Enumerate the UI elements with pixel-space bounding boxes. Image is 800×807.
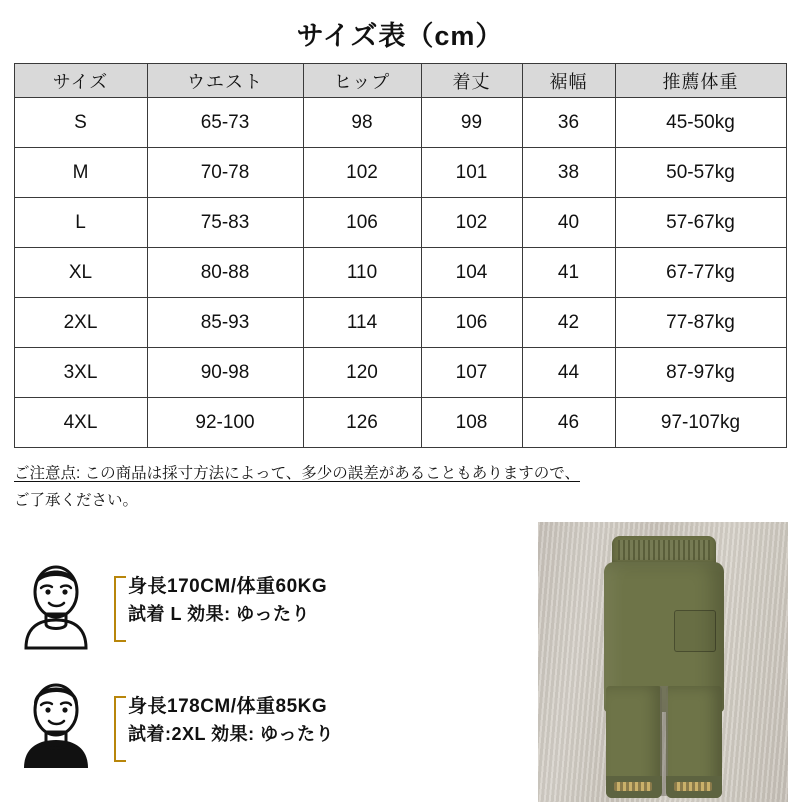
brace-decoration bbox=[114, 576, 126, 642]
cell-size: S bbox=[14, 98, 147, 148]
cargo-pants-illustration bbox=[588, 536, 738, 798]
cell-waist: 75-83 bbox=[147, 198, 303, 248]
cell-hem-width: 44 bbox=[522, 348, 615, 398]
cell-waist: 80-88 bbox=[147, 248, 303, 298]
column-header-recommended-weight: 推薦体重 bbox=[615, 64, 786, 98]
disclaimer-note bbox=[14, 460, 786, 514]
list-item bbox=[8, 660, 528, 780]
cell-size: XL bbox=[14, 248, 147, 298]
model-fit: 試着 L 効果: ゆったり bbox=[128, 604, 310, 625]
cell-size: M bbox=[14, 148, 147, 198]
cell-length: 108 bbox=[421, 398, 522, 448]
cell-recommended-weight: 45-50kg bbox=[615, 98, 786, 148]
male-avatar-light-hair-icon bbox=[8, 548, 104, 652]
disclaimer-line-2: ご了承ください。 bbox=[14, 492, 139, 510]
cell-recommended-weight: 97-107kg bbox=[615, 398, 786, 448]
cell-waist: 92-100 bbox=[147, 398, 303, 448]
brace-decoration bbox=[114, 696, 126, 762]
model-info bbox=[114, 572, 327, 629]
table-header-row bbox=[14, 64, 786, 98]
pants-cargo-pocket bbox=[674, 610, 716, 652]
table-row bbox=[14, 198, 786, 248]
cell-hem-width: 46 bbox=[522, 398, 615, 448]
column-header-hem-width: 裾幅 bbox=[522, 64, 615, 98]
product-photo bbox=[538, 522, 788, 802]
column-header-waist: ウエスト bbox=[147, 64, 303, 98]
cell-hem-width: 40 bbox=[522, 198, 615, 248]
column-header-size: サイズ bbox=[14, 64, 147, 98]
cell-waist: 65-73 bbox=[147, 98, 303, 148]
table-row bbox=[14, 348, 786, 398]
table-row bbox=[14, 398, 786, 448]
cell-hem-width: 42 bbox=[522, 298, 615, 348]
cell-waist: 90-98 bbox=[147, 348, 303, 398]
table-row bbox=[14, 248, 786, 298]
cell-hip: 98 bbox=[303, 98, 421, 148]
cell-hem-width: 36 bbox=[522, 98, 615, 148]
pants-left-cuff bbox=[606, 776, 662, 798]
cell-hem-width: 41 bbox=[522, 248, 615, 298]
table-row bbox=[14, 298, 786, 348]
model-fit: 試着:2XL 効果: ゆったり bbox=[128, 724, 334, 745]
page-title: サイズ表（cm） bbox=[296, 21, 504, 51]
cell-hip: 114 bbox=[303, 298, 421, 348]
cell-hem-width: 38 bbox=[522, 148, 615, 198]
column-header-length: 着丈 bbox=[421, 64, 522, 98]
table-row bbox=[14, 148, 786, 198]
cell-size: 3XL bbox=[14, 348, 147, 398]
model-info bbox=[114, 692, 334, 749]
cell-length: 101 bbox=[421, 148, 522, 198]
cell-length: 106 bbox=[421, 298, 522, 348]
cell-length: 107 bbox=[421, 348, 522, 398]
cell-length: 104 bbox=[421, 248, 522, 298]
cell-waist: 85-93 bbox=[147, 298, 303, 348]
model-photo-section bbox=[0, 522, 800, 807]
male-avatar-dark-hair-icon bbox=[8, 668, 104, 772]
cell-length: 99 bbox=[421, 98, 522, 148]
pants-right-cuff bbox=[666, 776, 722, 798]
model-measurements: 身長170CM/体重60KG bbox=[128, 575, 328, 597]
cell-length: 102 bbox=[421, 198, 522, 248]
cell-hip: 110 bbox=[303, 248, 421, 298]
size-table bbox=[14, 63, 787, 448]
cell-hip: 126 bbox=[303, 398, 421, 448]
cell-waist: 70-78 bbox=[147, 148, 303, 198]
disclaimer-line-1: ご注意点: この商品は採寸方法によって、多少の誤差があることもありますので、 bbox=[14, 465, 580, 482]
cell-size: 2XL bbox=[14, 298, 147, 348]
cell-recommended-weight: 57-67kg bbox=[615, 198, 786, 248]
list-item bbox=[8, 540, 528, 660]
cell-hip: 106 bbox=[303, 198, 421, 248]
table-row bbox=[14, 98, 786, 148]
cell-recommended-weight: 87-97kg bbox=[615, 348, 786, 398]
cell-hip: 120 bbox=[303, 348, 421, 398]
model-measurements: 身長178CM/体重85KG bbox=[128, 695, 328, 717]
column-header-hip: ヒップ bbox=[303, 64, 421, 98]
cell-recommended-weight: 67-77kg bbox=[615, 248, 786, 298]
cell-recommended-weight: 77-87kg bbox=[615, 298, 786, 348]
cell-size: L bbox=[14, 198, 147, 248]
cell-size: 4XL bbox=[14, 398, 147, 448]
model-list bbox=[8, 540, 528, 780]
cell-recommended-weight: 50-57kg bbox=[615, 148, 786, 198]
cell-hip: 102 bbox=[303, 148, 421, 198]
